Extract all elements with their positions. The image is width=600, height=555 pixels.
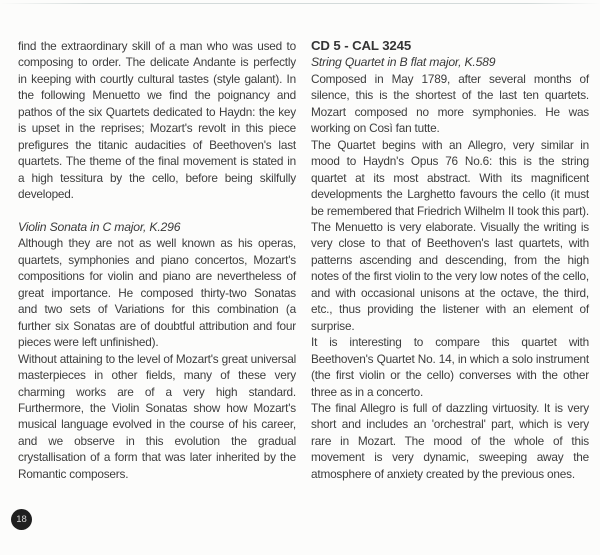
work-title: Violin Sonata in C major, K.296 xyxy=(18,219,181,234)
body-paragraph: The final Allegro is full of dazzling virtuosity. It is very short and includes an 'orchestral' part, which is very rare in Mozart. The mood of the whole of this movement is very dynamic, sweeping away the atmosphere of anxiety created by the previous ones. xyxy=(311,400,589,481)
cd-title: CD 5 - CAL 3245 xyxy=(311,38,412,53)
body-paragraph: Without attaining to the level of Mozart's great universal masterpieces in other fields, many of these very charming works are of a very high standard. Furthermore, the Violin Sonatas show how Mozart's musical language evolved in the course of his career, and we observe in this evolution the gradual crystallisation of a form that was later inherited by the Romantic composers. xyxy=(18,351,296,481)
left-column xyxy=(18,38,296,482)
body-paragraph: find the extraordinary skill of a man who was used to composing to order. The delicate Andante is perfectly in keeping with courtly cultural tastes (style galant). In the following Menuetto we find the poignancy and pathos of the six Quartets dedicated to Haydn: the key is upset in the reprises; Mozart's revolt in this piece prefigures the titanic audacities of Beethoven's last quartets. The theme of the final movement is stated in a high tessitura by the cello, before being skilfully developed. xyxy=(18,39,296,202)
scan-edge-artifact xyxy=(0,3,600,4)
work-title: String Quartet in B flat major, K.589 xyxy=(311,55,496,70)
booklet-page-text xyxy=(18,38,589,482)
body-paragraph: It is interesting to compare this quartet with Beethoven's Quartet No. 14, in which a solo instrument (the first violin or the cello) converses with the other three as in a concerto. xyxy=(311,335,589,399)
body-paragraph: Composed in May 1789, after several months of silence, this is the shortest of the last ten quartets. Mozart composed no more symphonies. He was working on Così fan tutte. xyxy=(311,71,589,136)
body-paragraph: The Quartet begins with an Allegro, very similar in mood to Haydn's Opus 76 No.6: this is the string quartet at its most abstract. With its magnificent developments the Larghetto favours the cello (it must be remembered that Friedrich Wilhelm II took this part). The Menuetto is very elaborate. Visually the writing is very close to that of Beethoven's last quartets, with patterns ascending and descending, from the high notes of the first violin to the very low notes of the cello, and with occasional unisons at the octave, the third, etc., thus providing the listener with an element of surprise. xyxy=(311,137,589,333)
body-paragraph: Although they are not as well known as his operas, quartets, symphonies and piano concertos, Mozart's compositions for violin and piano are nevertheless of great importance. He composed thirty-two Sonatas and two sets of Variations for this combination (a further six Sonatas are of doubtful attribution and four pieces were left unfinished). xyxy=(18,236,296,350)
page-number: 18 xyxy=(16,514,27,525)
page-number-badge xyxy=(11,509,32,530)
right-column xyxy=(311,38,589,482)
